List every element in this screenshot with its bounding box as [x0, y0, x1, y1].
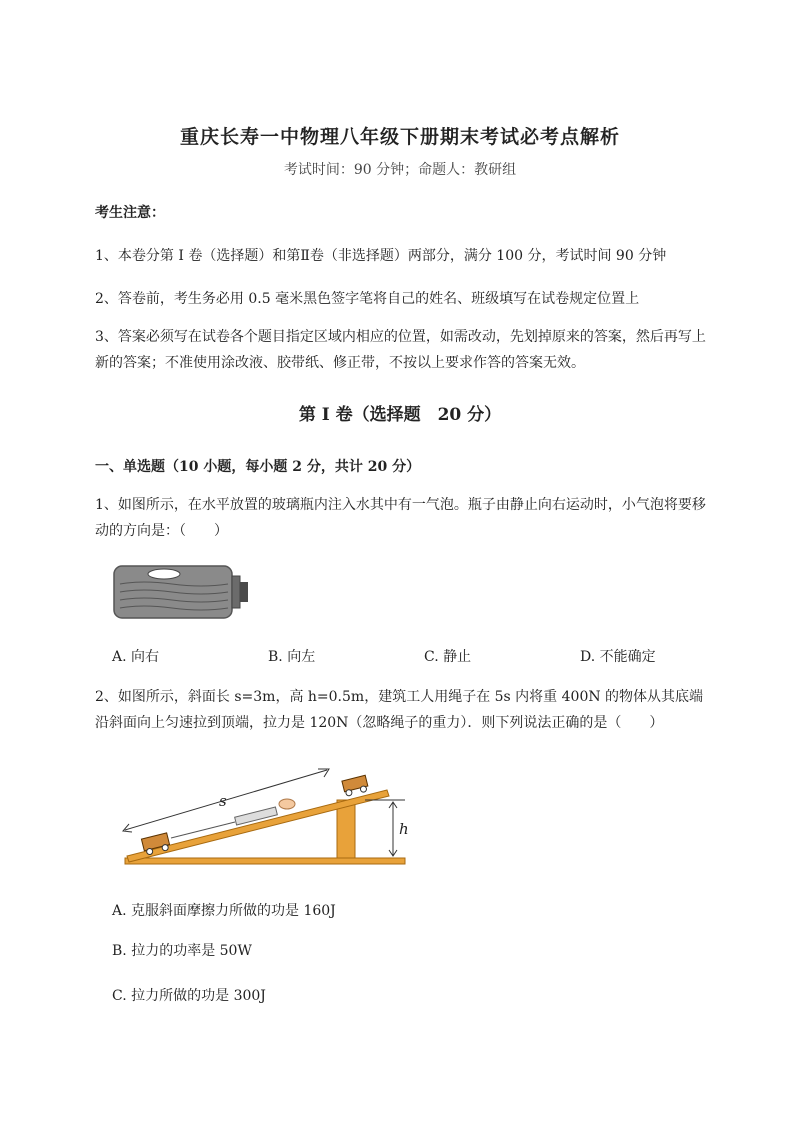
q1-option-d[interactable]: D. 不能确定: [580, 649, 656, 665]
incline-figure: [115, 760, 415, 870]
q2-option-b[interactable]: B. 拉力的功率是 50W: [112, 943, 252, 959]
page-title: 重庆长寿一中物理八年级下册期末考试必考点解析: [179, 126, 620, 148]
q2-option-a[interactable]: A. 克服斜面摩擦力所做的功是 160J: [112, 903, 336, 919]
question-2-stem: 2、如图所示，斜面长 s=3m，高 h=0.5m，建筑工人用绳子在 5s 内将重 400N 的物体从其底端沿斜面向上匀速拉到顶端，拉力是 120N（忽略绳子的重力）．则下列说法正确的是（ ）: [95, 689, 704, 731]
exam-info: 考试时间：90 分钟；命题人：教研组: [283, 162, 517, 178]
q2-option-c[interactable]: C. 拉力所做的功是 300J: [112, 988, 266, 1004]
note-item-3: 3、答案必须写在试卷各个题目指定区域内相应的位置，如需改动，先划掉原来的答案，然后再写上新的答案；不准使用涂改液、胶带纸、修正带，不按以上要求作答的答案无效。: [95, 329, 706, 371]
bottle-figure: [112, 562, 252, 622]
note-item-2: 2、答卷前，考生务必用 0.5 毫米黑色签字笔将自己的姓名、班级填写在试卷规定位置上: [95, 291, 640, 307]
q1-option-b[interactable]: B. 向左: [268, 649, 316, 665]
question-1-stem: 1、如图所示，在水平放置的玻璃瓶内注入水其中有一气泡。瓶子由静止向右运动时，小气泡将要移动的方向是：（ ）: [95, 497, 706, 539]
s-label: s: [219, 792, 227, 810]
h-label: h: [399, 820, 409, 838]
note-item-1: 1、本卷分第 I 卷（选择题）和第Ⅱ卷（非选择题）两部分，满分 100 分，考试时间 90 分钟: [95, 248, 667, 264]
q1-option-c[interactable]: C. 静止: [424, 649, 472, 665]
section-title: 第 I 卷（选择题 20 分）: [298, 405, 502, 425]
part-heading: 一、单选题（10 小题，每小题 2 分，共计 20 分）: [95, 459, 421, 475]
notes-heading: 考生注意：: [95, 205, 165, 221]
q1-option-a[interactable]: A. 向右: [112, 649, 160, 665]
